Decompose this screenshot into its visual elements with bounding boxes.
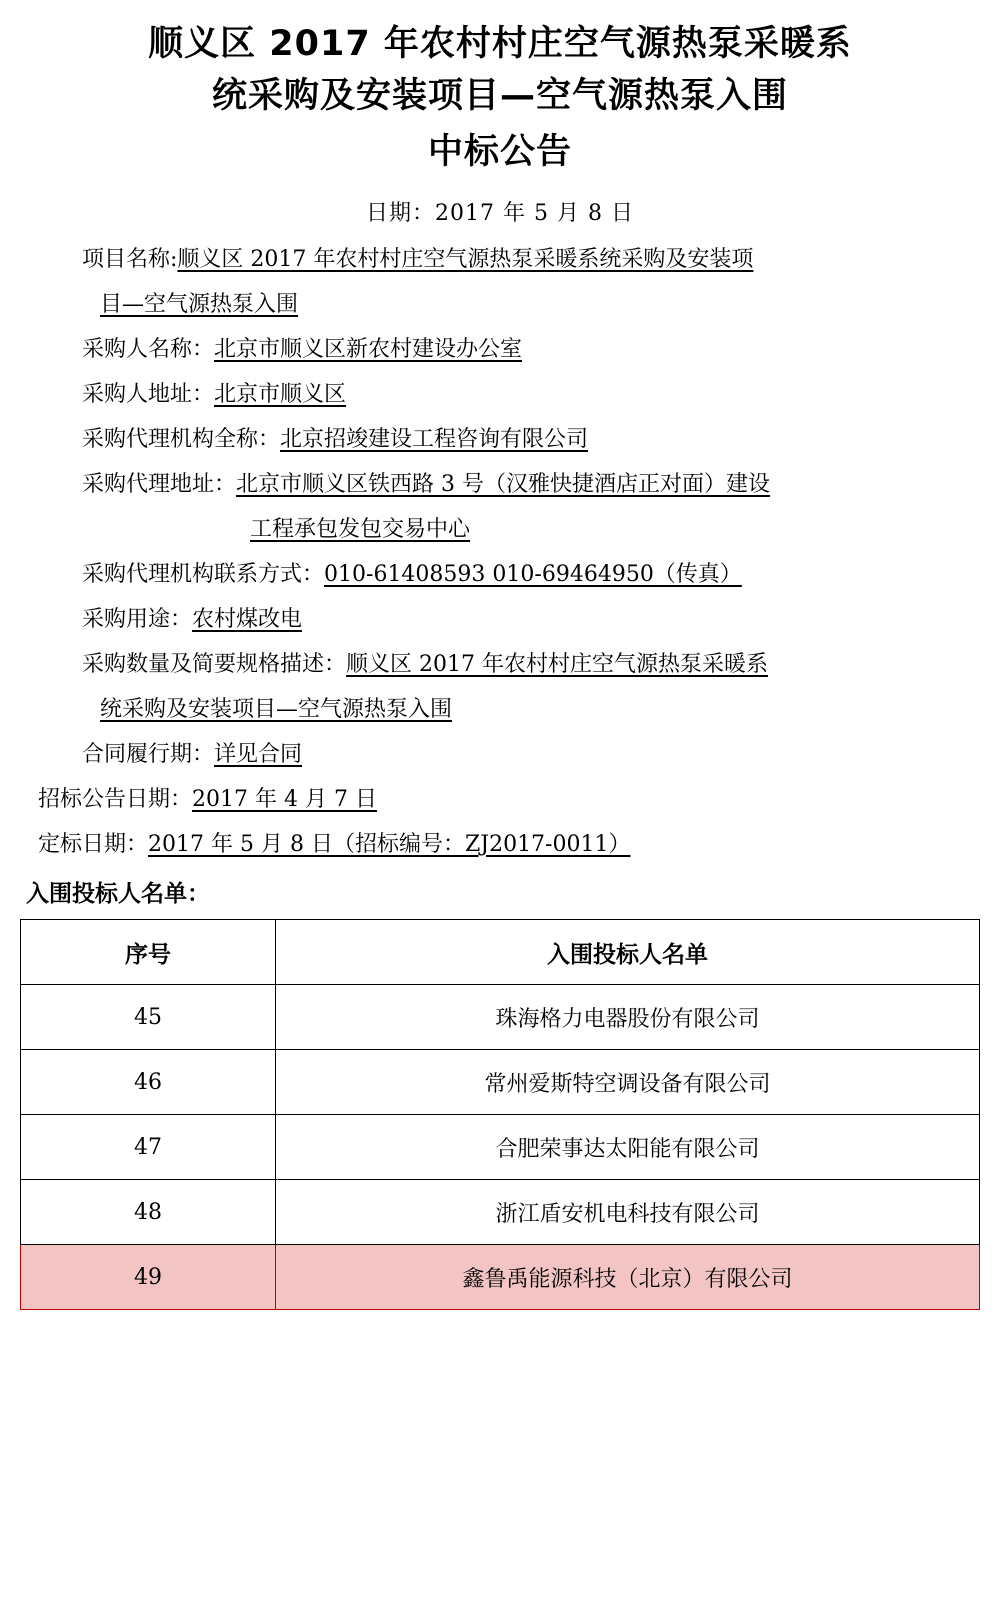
field-agency-address-continuation: [20, 507, 980, 552]
cell-no: 46: [21, 1050, 276, 1115]
field-purchase-usage: [20, 597, 980, 642]
table-row-highlighted: [21, 1245, 980, 1310]
field-label: 招标公告日期：: [38, 787, 193, 812]
cell-no: 47: [21, 1115, 276, 1180]
field-value: 顺义区 2017 年农村村庄空气源热泵采暖系: [346, 652, 768, 677]
field-value: 北京招竣建设工程咨询有限公司: [280, 427, 589, 452]
field-value: 北京市顺义区新农村建设办公室: [214, 337, 523, 362]
section-heading-bidders: 入围投标人名单：: [26, 881, 210, 907]
field-label: 定标日期：: [38, 832, 149, 857]
cell-bidder-name: 浙江盾安机电科技有限公司: [276, 1180, 980, 1245]
field-label: 项目名称:: [82, 247, 178, 272]
cell-bidder-name: 合肥荣事达太阳能有限公司: [276, 1115, 980, 1180]
field-label: 采购用途：: [82, 607, 193, 632]
cell-no: 45: [21, 985, 276, 1050]
field-award-date: [20, 822, 980, 867]
table-row: [21, 985, 980, 1050]
field-contract-period: [20, 732, 980, 777]
field-project-name-continuation: [20, 282, 980, 327]
field-label: 合同履行期：: [82, 742, 215, 767]
field-label: 采购代理机构全称：: [82, 427, 281, 452]
column-header-name: 入围投标人名单: [276, 920, 980, 985]
field-value: 农村煤改电: [192, 607, 303, 632]
title-line-2: 统采购及安装项目—空气源热泵入围: [211, 76, 788, 116]
field-value: 北京市顺义区: [214, 382, 347, 407]
field-label: 采购数量及简要规格描述：: [82, 652, 347, 677]
field-label: 采购代理机构联系方式：: [82, 562, 325, 587]
field-label: 采购人名称：: [82, 337, 215, 362]
cell-bidder-name: 常州爱斯特空调设备有限公司: [276, 1050, 980, 1115]
field-agency-name: [20, 417, 980, 462]
field-value: 2017 年 5 月 8 日（招标编号：ZJ2017-0011）: [148, 832, 631, 857]
table-row: [21, 1115, 980, 1180]
document-date: 日期：2017 年 5 月 8 日: [366, 201, 634, 226]
field-value-continuation: 统采购及安装项目—空气源热泵入围: [100, 697, 453, 722]
field-value: 顺义区 2017 年农村村庄空气源热泵采暖系统采购及安装项: [177, 247, 754, 272]
field-label: 采购代理地址：: [82, 472, 237, 497]
field-value-continuation: 工程承包发包交易中心: [250, 517, 471, 542]
table-row: [21, 1180, 980, 1245]
cell-no: 49: [21, 1245, 276, 1310]
cell-no: 48: [21, 1180, 276, 1245]
column-header-no: 序号: [21, 920, 276, 985]
table-row: [21, 1050, 980, 1115]
field-value: 2017 年 4 月 7 日: [192, 787, 377, 812]
title-line-1: 顺义区 2017 年农村村庄空气源热泵采暖系: [148, 24, 852, 64]
field-label: 采购人地址：: [82, 382, 215, 407]
table-header-row: [21, 920, 980, 985]
title-line-3: 中标公告: [427, 132, 572, 172]
field-value: 北京市顺义区铁西路 3 号（汉雅快捷酒店正对面）建设: [236, 472, 771, 497]
field-value: 详见合同: [214, 742, 303, 767]
bidders-table: [20, 919, 980, 1310]
field-quantity-spec: [20, 642, 980, 687]
field-value-continuation: 目—空气源热泵入围: [100, 292, 299, 317]
field-quantity-spec-continuation: [20, 687, 980, 732]
field-purchaser-address: [20, 372, 980, 417]
field-agency-address: [20, 462, 980, 507]
field-announcement-date: [20, 777, 980, 822]
cell-bidder-name: 鑫鲁禹能源科技（北京）有限公司: [276, 1245, 980, 1310]
field-purchaser-name: [20, 327, 980, 372]
field-value: 010-61408593 010-69464950（传真）: [324, 562, 742, 587]
page-title: [20, 18, 980, 178]
field-project-name: [20, 237, 980, 282]
cell-bidder-name: 珠海格力电器股份有限公司: [276, 985, 980, 1050]
field-agency-contact: [20, 552, 980, 597]
